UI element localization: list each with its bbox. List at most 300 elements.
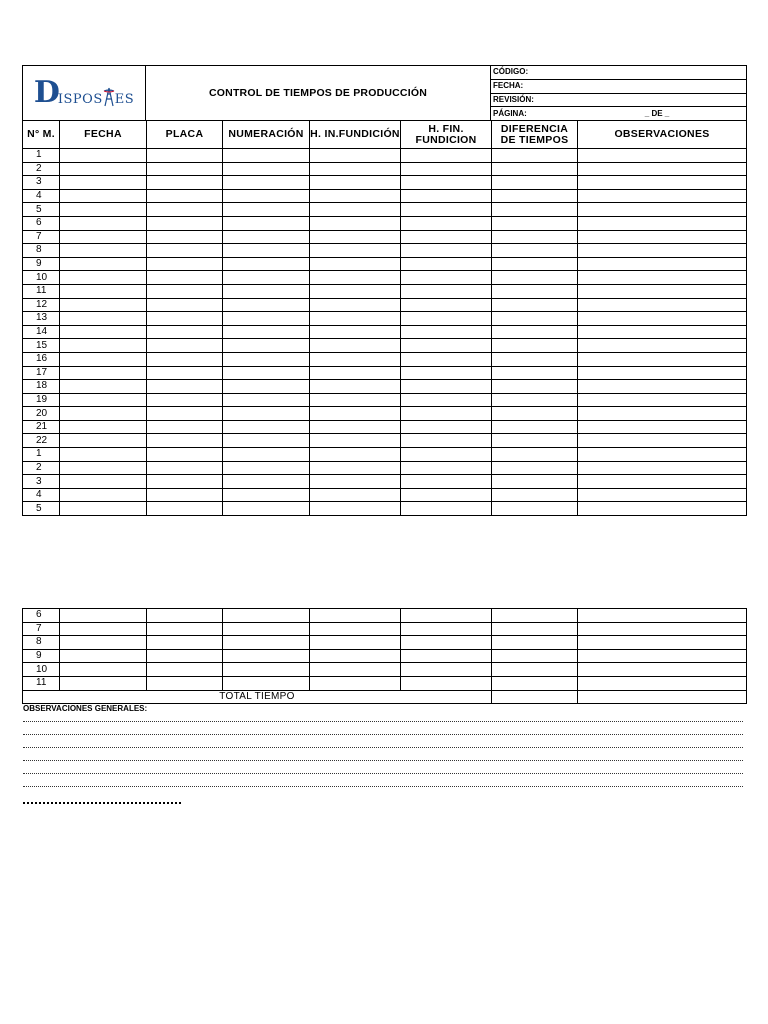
placa-cell[interactable] [147, 203, 223, 217]
numeracion-cell[interactable] [223, 162, 310, 176]
h-inicio-cell[interactable] [310, 339, 401, 353]
h-fin-cell[interactable] [401, 189, 492, 203]
observaciones-cell[interactable] [578, 284, 747, 298]
numeracion-cell[interactable] [223, 649, 310, 663]
pagina-label: PÁGINA: [493, 108, 527, 118]
pagina-field[interactable] [491, 107, 747, 121]
placa-cell[interactable] [147, 393, 223, 407]
row-number: 3 [23, 176, 60, 190]
fecha-cell[interactable] [60, 663, 147, 677]
diferencia-cell[interactable] [492, 298, 578, 312]
row-number: 2 [23, 461, 60, 475]
table-row [23, 366, 747, 380]
observaciones-cell[interactable] [578, 312, 747, 326]
h-inicio-cell[interactable] [310, 663, 401, 677]
placa-cell[interactable] [147, 649, 223, 663]
numeracion-cell[interactable] [223, 216, 310, 230]
placa-cell[interactable] [147, 502, 223, 516]
h-fin-cell[interactable] [401, 257, 492, 271]
total-diferencia-cell[interactable] [492, 690, 578, 704]
h-inicio-cell[interactable] [310, 407, 401, 421]
numeracion-cell[interactable] [223, 609, 310, 623]
observaciones-cell[interactable] [578, 149, 747, 163]
diferencia-cell[interactable] [492, 393, 578, 407]
fecha-cell[interactable] [60, 203, 147, 217]
fecha-cell[interactable] [60, 189, 147, 203]
observation-line[interactable] [23, 752, 743, 761]
placa-cell[interactable] [147, 366, 223, 380]
row-number: 7 [23, 622, 60, 636]
production-time-table [22, 120, 747, 516]
table-row [23, 352, 747, 366]
diferencia-cell[interactable] [492, 622, 578, 636]
observaciones-cell[interactable] [578, 203, 747, 217]
h-inicio-cell[interactable] [310, 676, 401, 690]
numeracion-cell[interactable] [223, 636, 310, 650]
h-inicio-cell[interactable] [310, 393, 401, 407]
diferencia-cell[interactable] [492, 475, 578, 489]
placa-cell[interactable] [147, 407, 223, 421]
observaciones-cell[interactable] [578, 461, 747, 475]
table-row [23, 663, 747, 677]
observaciones-cell[interactable] [578, 366, 747, 380]
numeracion-cell[interactable] [223, 434, 310, 448]
placa-cell[interactable] [147, 663, 223, 677]
placa-cell[interactable] [147, 325, 223, 339]
numeracion-cell[interactable] [223, 352, 310, 366]
h-inicio-cell[interactable] [310, 649, 401, 663]
row-number: 11 [23, 676, 60, 690]
placa-cell[interactable] [147, 271, 223, 285]
col-header-observaciones: OBSERVACIONES [578, 121, 747, 149]
diferencia-cell[interactable] [492, 162, 578, 176]
h-inicio-cell[interactable] [310, 189, 401, 203]
fecha-cell[interactable] [60, 312, 147, 326]
placa-cell[interactable] [147, 475, 223, 489]
h-inicio-cell[interactable] [310, 609, 401, 623]
h-fin-cell[interactable] [401, 636, 492, 650]
observaciones-cell[interactable] [578, 257, 747, 271]
fecha-cell[interactable] [60, 636, 147, 650]
table-row [23, 271, 747, 285]
observaciones-cell[interactable] [578, 380, 747, 394]
h-inicio-cell[interactable] [310, 475, 401, 489]
table-row [23, 149, 747, 163]
h-fin-cell[interactable] [401, 609, 492, 623]
h-fin-cell[interactable] [401, 230, 492, 244]
observaciones-cell[interactable] [578, 676, 747, 690]
numeracion-cell[interactable] [223, 407, 310, 421]
h-fin-cell[interactable] [401, 176, 492, 190]
h-fin-cell[interactable] [401, 461, 492, 475]
diferencia-cell[interactable] [492, 284, 578, 298]
h-fin-cell[interactable] [401, 488, 492, 502]
h-fin-cell[interactable] [401, 149, 492, 163]
fecha-cell[interactable] [60, 298, 147, 312]
numeracion-cell[interactable] [223, 488, 310, 502]
row-number: 13 [23, 312, 60, 326]
h-fin-cell[interactable] [401, 352, 492, 366]
diferencia-cell[interactable] [492, 380, 578, 394]
row-number: 6 [23, 216, 60, 230]
h-inicio-cell[interactable] [310, 380, 401, 394]
table-row [23, 312, 747, 326]
table-row [23, 189, 747, 203]
observaciones-cell[interactable] [578, 189, 747, 203]
row-number: 17 [23, 366, 60, 380]
h-fin-cell[interactable] [401, 649, 492, 663]
numeracion-cell[interactable] [223, 366, 310, 380]
diferencia-cell[interactable] [492, 230, 578, 244]
observaciones-cell[interactable] [578, 475, 747, 489]
h-fin-cell[interactable] [401, 502, 492, 516]
h-fin-cell[interactable] [401, 284, 492, 298]
diferencia-cell[interactable] [492, 189, 578, 203]
table-row [23, 609, 747, 623]
table-row [23, 622, 747, 636]
h-fin-cell[interactable] [401, 271, 492, 285]
observaciones-cell[interactable] [578, 488, 747, 502]
diferencia-cell[interactable] [492, 312, 578, 326]
fecha-cell[interactable] [60, 393, 147, 407]
fecha-cell[interactable] [60, 407, 147, 421]
placa-cell[interactable] [147, 461, 223, 475]
numeracion-cell[interactable] [223, 284, 310, 298]
total-observaciones-cell[interactable] [578, 690, 747, 704]
placa-cell[interactable] [147, 622, 223, 636]
h-fin-cell[interactable] [401, 663, 492, 677]
col-header-h-fin: H. FIN. FUNDICION [401, 121, 492, 149]
observaciones-cell[interactable] [578, 649, 747, 663]
h-fin-cell[interactable] [401, 339, 492, 353]
observation-line[interactable] [23, 778, 743, 787]
h-fin-cell[interactable] [401, 420, 492, 434]
fecha-cell[interactable] [60, 244, 147, 258]
placa-cell[interactable] [147, 189, 223, 203]
diferencia-cell[interactable] [492, 257, 578, 271]
col-header-diferencia: DIFERENCIA DE TIEMPOS [492, 121, 578, 149]
placa-cell[interactable] [147, 284, 223, 298]
table-row [23, 676, 747, 690]
h-fin-cell[interactable] [401, 622, 492, 636]
row-number: 1 [23, 149, 60, 163]
numeracion-cell[interactable] [223, 676, 310, 690]
placa-cell[interactable] [147, 636, 223, 650]
diferencia-cell[interactable] [492, 420, 578, 434]
numeracion-cell[interactable] [223, 257, 310, 271]
h-fin-cell[interactable] [401, 407, 492, 421]
numeracion-cell[interactable] [223, 325, 310, 339]
numeracion-cell[interactable] [223, 420, 310, 434]
numeracion-cell[interactable] [223, 230, 310, 244]
table-row [23, 649, 747, 663]
observaciones-cell[interactable] [578, 176, 747, 190]
fecha-cell[interactable] [60, 380, 147, 394]
logo-text-b: ES [114, 92, 135, 107]
h-fin-cell[interactable] [401, 475, 492, 489]
diferencia-cell[interactable] [492, 176, 578, 190]
observaciones-cell[interactable] [578, 325, 747, 339]
observaciones-cell[interactable] [578, 663, 747, 677]
h-inicio-cell[interactable] [310, 502, 401, 516]
placa-cell[interactable] [147, 176, 223, 190]
row-number: 5 [23, 502, 60, 516]
diferencia-cell[interactable] [492, 434, 578, 448]
h-inicio-cell[interactable] [310, 298, 401, 312]
h-inicio-cell[interactable] [310, 448, 401, 462]
observaciones-cell[interactable] [578, 434, 747, 448]
diferencia-cell[interactable] [492, 649, 578, 663]
h-inicio-cell[interactable] [310, 352, 401, 366]
placa-cell[interactable] [147, 448, 223, 462]
observation-line[interactable] [23, 726, 743, 735]
numeracion-cell[interactable] [223, 189, 310, 203]
row-number: 4 [23, 189, 60, 203]
fecha-cell[interactable] [60, 230, 147, 244]
diferencia-cell[interactable] [492, 366, 578, 380]
observaciones-cell[interactable] [578, 622, 747, 636]
observation-line[interactable] [23, 739, 743, 748]
numeracion-cell[interactable] [223, 393, 310, 407]
table-row [23, 393, 747, 407]
h-fin-cell[interactable] [401, 216, 492, 230]
production-time-table-continued [22, 608, 747, 704]
fecha-cell[interactable] [60, 475, 147, 489]
table-row [23, 162, 747, 176]
table-row [23, 284, 747, 298]
col-header-fecha: FECHA [60, 121, 147, 149]
placa-cell[interactable] [147, 488, 223, 502]
fecha-cell[interactable] [60, 176, 147, 190]
h-fin-cell[interactable] [401, 434, 492, 448]
observaciones-cell[interactable] [578, 448, 747, 462]
observaciones-cell[interactable] [578, 216, 747, 230]
diferencia-cell[interactable] [492, 325, 578, 339]
h-inicio-cell[interactable] [310, 271, 401, 285]
fecha-label: FECHA: [493, 81, 524, 91]
h-inicio-cell[interactable] [310, 216, 401, 230]
fecha-cell[interactable] [60, 461, 147, 475]
row-number: 16 [23, 352, 60, 366]
numeracion-cell[interactable] [223, 448, 310, 462]
observation-line[interactable] [23, 765, 743, 774]
h-inicio-cell[interactable] [310, 244, 401, 258]
observaciones-cell[interactable] [578, 298, 747, 312]
row-number: 9 [23, 257, 60, 271]
numeracion-cell[interactable] [223, 461, 310, 475]
h-fin-cell[interactable] [401, 448, 492, 462]
numeracion-cell[interactable] [223, 298, 310, 312]
h-fin-cell[interactable] [401, 298, 492, 312]
fecha-cell[interactable] [60, 325, 147, 339]
placa-cell[interactable] [147, 312, 223, 326]
diferencia-cell[interactable] [492, 676, 578, 690]
row-number: 6 [23, 609, 60, 623]
placa-cell[interactable] [147, 149, 223, 163]
diferencia-cell[interactable] [492, 488, 578, 502]
company-logo [23, 66, 146, 121]
h-inicio-cell[interactable] [310, 366, 401, 380]
h-inicio-cell[interactable] [310, 312, 401, 326]
observaciones-cell[interactable] [578, 230, 747, 244]
h-fin-cell[interactable] [401, 366, 492, 380]
placa-cell[interactable] [147, 352, 223, 366]
diferencia-cell[interactable] [492, 407, 578, 421]
fecha-cell[interactable] [60, 622, 147, 636]
h-inicio-cell[interactable] [310, 176, 401, 190]
diferencia-cell[interactable] [492, 448, 578, 462]
total-label: TOTAL TIEMPO [23, 690, 492, 704]
h-inicio-cell[interactable] [310, 284, 401, 298]
diferencia-cell[interactable] [492, 663, 578, 677]
observaciones-cell[interactable] [578, 339, 747, 353]
observaciones-cell[interactable] [578, 636, 747, 650]
h-inicio-cell[interactable] [310, 257, 401, 271]
h-inicio-cell[interactable] [310, 488, 401, 502]
revision-field[interactable] [491, 93, 747, 107]
h-inicio-cell[interactable] [310, 203, 401, 217]
fecha-cell[interactable] [60, 676, 147, 690]
observaciones-cell[interactable] [578, 271, 747, 285]
fecha-cell[interactable] [60, 257, 147, 271]
placa-cell[interactable] [147, 380, 223, 394]
table-row [23, 230, 747, 244]
table-row [23, 488, 747, 502]
h-fin-cell[interactable] [401, 203, 492, 217]
observaciones-cell[interactable] [578, 420, 747, 434]
observaciones-cell[interactable] [578, 162, 747, 176]
row-number: 8 [23, 244, 60, 258]
fecha-field[interactable] [491, 79, 747, 93]
numeracion-cell[interactable] [223, 244, 310, 258]
diferencia-cell[interactable] [492, 502, 578, 516]
placa-cell[interactable] [147, 257, 223, 271]
table-row [23, 216, 747, 230]
placa-cell[interactable] [147, 420, 223, 434]
h-inicio-cell[interactable] [310, 461, 401, 475]
form-header [22, 65, 747, 121]
codigo-label: CÓDIGO: [493, 67, 529, 77]
h-inicio-cell[interactable] [310, 622, 401, 636]
numeracion-cell[interactable] [223, 203, 310, 217]
observaciones-cell[interactable] [578, 407, 747, 421]
numeracion-cell[interactable] [223, 176, 310, 190]
h-inicio-cell[interactable] [310, 434, 401, 448]
placa-cell[interactable] [147, 339, 223, 353]
h-fin-cell[interactable] [401, 325, 492, 339]
form-title: CONTROL DE TIEMPOS DE PRODUCCIÓN [146, 66, 491, 121]
observaciones-cell[interactable] [578, 393, 747, 407]
numeracion-cell[interactable] [223, 663, 310, 677]
h-inicio-cell[interactable] [310, 325, 401, 339]
numeracion-cell[interactable] [223, 149, 310, 163]
numeracion-cell[interactable] [223, 271, 310, 285]
h-fin-cell[interactable] [401, 393, 492, 407]
fecha-cell[interactable] [60, 609, 147, 623]
fecha-cell[interactable] [60, 488, 147, 502]
diferencia-cell[interactable] [492, 149, 578, 163]
h-inicio-cell[interactable] [310, 149, 401, 163]
placa-cell[interactable] [147, 434, 223, 448]
diferencia-cell[interactable] [492, 271, 578, 285]
diferencia-cell[interactable] [492, 636, 578, 650]
diferencia-cell[interactable] [492, 352, 578, 366]
h-inicio-cell[interactable] [310, 420, 401, 434]
numeracion-cell[interactable] [223, 502, 310, 516]
h-inicio-cell[interactable] [310, 636, 401, 650]
diferencia-cell[interactable] [492, 609, 578, 623]
placa-cell[interactable] [147, 244, 223, 258]
placa-cell[interactable] [147, 298, 223, 312]
fecha-cell[interactable] [60, 339, 147, 353]
fecha-cell[interactable] [60, 448, 147, 462]
fecha-cell[interactable] [60, 284, 147, 298]
observation-line[interactable] [23, 713, 743, 722]
diferencia-cell[interactable] [492, 216, 578, 230]
observaciones-cell[interactable] [578, 244, 747, 258]
placa-cell[interactable] [147, 216, 223, 230]
h-fin-cell[interactable] [401, 312, 492, 326]
fecha-cell[interactable] [60, 271, 147, 285]
fecha-cell[interactable] [60, 216, 147, 230]
placa-cell[interactable] [147, 162, 223, 176]
h-fin-cell[interactable] [401, 162, 492, 176]
fecha-cell[interactable] [60, 502, 147, 516]
fecha-cell[interactable] [60, 420, 147, 434]
codigo-field[interactable] [491, 66, 747, 80]
observaciones-cell[interactable] [578, 352, 747, 366]
h-fin-cell[interactable] [401, 676, 492, 690]
diferencia-cell[interactable] [492, 461, 578, 475]
tower-icon [103, 87, 115, 107]
row-number: 21 [23, 420, 60, 434]
table-row [23, 461, 747, 475]
row-number: 1 [23, 448, 60, 462]
diferencia-cell[interactable] [492, 203, 578, 217]
col-header-h-inicio: H. IN.FUNDICIÓN [310, 121, 401, 149]
numeracion-cell[interactable] [223, 475, 310, 489]
numeracion-cell[interactable] [223, 339, 310, 353]
fecha-cell[interactable] [60, 366, 147, 380]
placa-cell[interactable] [147, 230, 223, 244]
placa-cell[interactable] [147, 676, 223, 690]
row-number: 10 [23, 663, 60, 677]
col-header-numeracion: NUMERACIÓN [223, 121, 310, 149]
col-header-num: N° M. [23, 121, 60, 149]
fecha-cell[interactable] [60, 352, 147, 366]
h-fin-cell[interactable] [401, 244, 492, 258]
diferencia-cell[interactable] [492, 339, 578, 353]
observaciones-cell[interactable] [578, 502, 747, 516]
h-inicio-cell[interactable] [310, 162, 401, 176]
fecha-cell[interactable] [60, 149, 147, 163]
numeracion-cell[interactable] [223, 380, 310, 394]
table-row [23, 434, 747, 448]
placa-cell[interactable] [147, 609, 223, 623]
h-inicio-cell[interactable] [310, 230, 401, 244]
numeracion-cell[interactable] [223, 622, 310, 636]
numeracion-cell[interactable] [223, 312, 310, 326]
h-fin-cell[interactable] [401, 380, 492, 394]
fecha-cell[interactable] [60, 162, 147, 176]
col-header-placa: PLACA [147, 121, 223, 149]
fecha-cell[interactable] [60, 649, 147, 663]
diferencia-cell[interactable] [492, 244, 578, 258]
fecha-cell[interactable] [60, 434, 147, 448]
observaciones-cell[interactable] [578, 609, 747, 623]
row-number: 11 [23, 284, 60, 298]
observation-line-end[interactable] [23, 795, 181, 804]
